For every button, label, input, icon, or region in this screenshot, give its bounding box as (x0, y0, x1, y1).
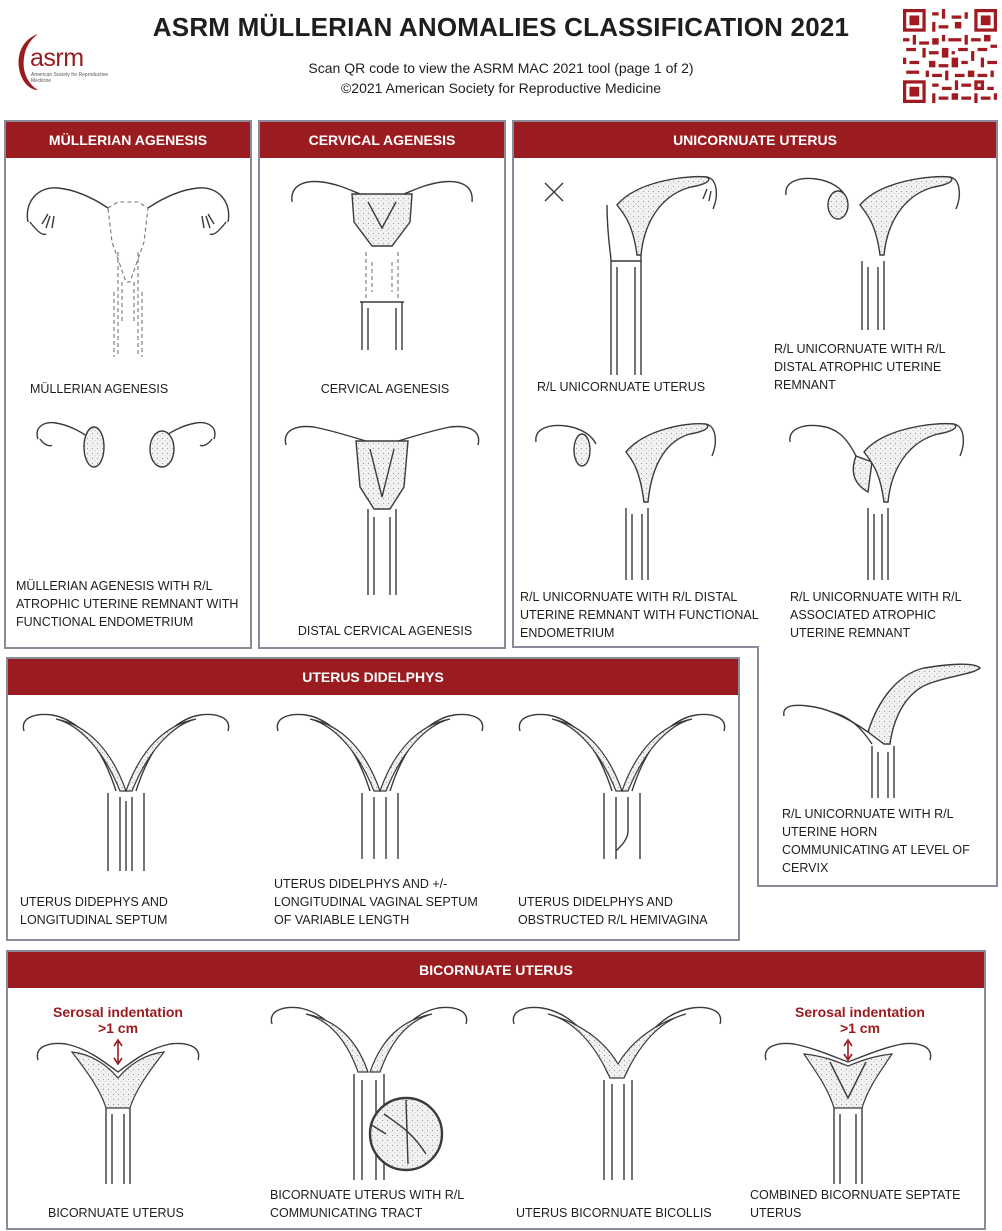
caption-bicornuate-communicating-tract: BICORNUATE UTERUS WITH R/L COMMUNICATING TRACT (270, 1188, 464, 1220)
serosal-indentation-annotation (48, 1004, 188, 1036)
caption-didelphys-longitudinal-septum: UTERUS DIDEPHYS AND LONGITUDINAL SEPTUM (20, 895, 168, 927)
caption-unicornuate-associated-remnant: R/L UNICORNUATE WITH R/L ASSOCIATED ATROPHIC UTERINE REMNANT (790, 590, 962, 640)
caption-unicornuate-distal-remnant: R/L UNICORNUATE WITH R/L DISTAL ATROPHIC UTERINE REMNANT (774, 342, 946, 392)
distal-cervical-agenesis-illustration (272, 417, 492, 597)
didelphys-vaginal-septum-illustration (270, 711, 490, 871)
caption-distal-cervical-agenesis: DISTAL CERVICAL AGENESIS (297, 624, 473, 638)
unicornuate-associated-remnant-illustration (784, 422, 984, 582)
bicornuate-illustration (32, 1038, 212, 1188)
copyright-line: ©2021 American Society for Reproductive Medicine (340, 80, 662, 96)
section-title: MÜLLERIAN AGENESIS (6, 122, 250, 158)
panel-cervical-agenesis (258, 120, 506, 649)
page-title: ASRM MÜLLERIAN ANOMALIES CLASSIFICATION 2021 (152, 12, 850, 42)
annotation-line1: Serosal indentation (53, 1004, 183, 1020)
asrm-logo-subtext: American Society for Reproductive Medicine (31, 72, 108, 84)
caption-mullerian-agenesis: MÜLLERIAN AGENESIS (30, 382, 169, 396)
annotation-line2: >1 cm (839, 1020, 881, 1036)
bicornuate-communicating-tract-illustration (266, 1004, 476, 1184)
caption-bicornuate: BICORNUATE UTERUS (48, 1206, 184, 1220)
caption-didelphys-vaginal-septum: UTERUS DIDELPHYS AND +/- LONGITUDINAL VAGINAL SEPTUM OF VARIABLE LENGTH (274, 877, 478, 927)
caption-agenesis-remnant: MÜLLERIAN AGENESIS WITH R/L ATROPHIC UTERINE REMNANT WITH FUNCTIONAL ENDOMETRIUM (16, 579, 239, 629)
mullerian-agenesis-illustration (18, 172, 238, 357)
didelphys-longitudinal-septum-illustration (16, 711, 236, 871)
caption-bicornuate-bicollis: UTERUS BICORNUATE BICOLLIS (516, 1206, 712, 1220)
caption-cervical-agenesis: CERVICAL AGENESIS (320, 382, 450, 396)
section-title: BICORNUATE UTERUS (8, 952, 984, 988)
panel-bicornuate-uterus (6, 950, 986, 1230)
unicornuate-functional-remnant-illustration (530, 422, 730, 582)
serosal-indentation-annotation-2 (780, 1004, 940, 1036)
unicornuate-illustration (537, 175, 727, 375)
qr-code-icon[interactable] (903, 9, 997, 103)
bicornuate-septate-illustration (760, 1038, 940, 1188)
asrm-logo-text: asrm (30, 44, 84, 72)
caption-bicornuate-septate: COMBINED BICORNUATE SEPTATE UTERUS (750, 1188, 961, 1220)
caption-unicornuate-functional-remnant: R/L UNICORNUATE WITH R/L DISTAL UTERINE REMNANT WITH FUNCTIONAL ENDOMETRIUM (520, 590, 759, 640)
section-title: UTERUS DIDELPHYS (8, 659, 738, 695)
caption-unicornuate: R/L UNICORNUATE UTERUS (537, 380, 706, 394)
caption-unicornuate-communicating-horn: R/L UNICORNUATE WITH R/L UTERINE HORN COMMUNICATING AT LEVEL OF CERVIX (782, 807, 970, 875)
agenesis-remnant-illustration (26, 417, 226, 487)
panel-mullerian-agenesis (4, 120, 252, 649)
section-title: CERVICAL AGENESIS (260, 122, 504, 158)
unicornuate-communicating-horn-illustration (778, 660, 988, 800)
subtitle-qr-instruction: Scan QR code to view the ASRM MAC 2021 tool (page 1 of 2) (308, 60, 694, 76)
bicornuate-bicollis-illustration (508, 1004, 728, 1184)
unicornuate-distal-remnant-illustration (780, 175, 980, 335)
cervical-agenesis-illustration (272, 172, 492, 352)
panel-uterus-didelphys (6, 657, 740, 941)
didelphys-obstructed-hemivagina-illustration (512, 711, 732, 871)
annotation-line1: Serosal indentation (795, 1004, 925, 1020)
annotation-line2: >1 cm (97, 1020, 139, 1036)
section-title: UNICORNUATE UTERUS (514, 122, 996, 158)
caption-didelphys-obstructed-hemivagina: UTERUS DIDELPHYS AND OBSTRUCTED R/L HEMIVAGINA (518, 895, 708, 927)
